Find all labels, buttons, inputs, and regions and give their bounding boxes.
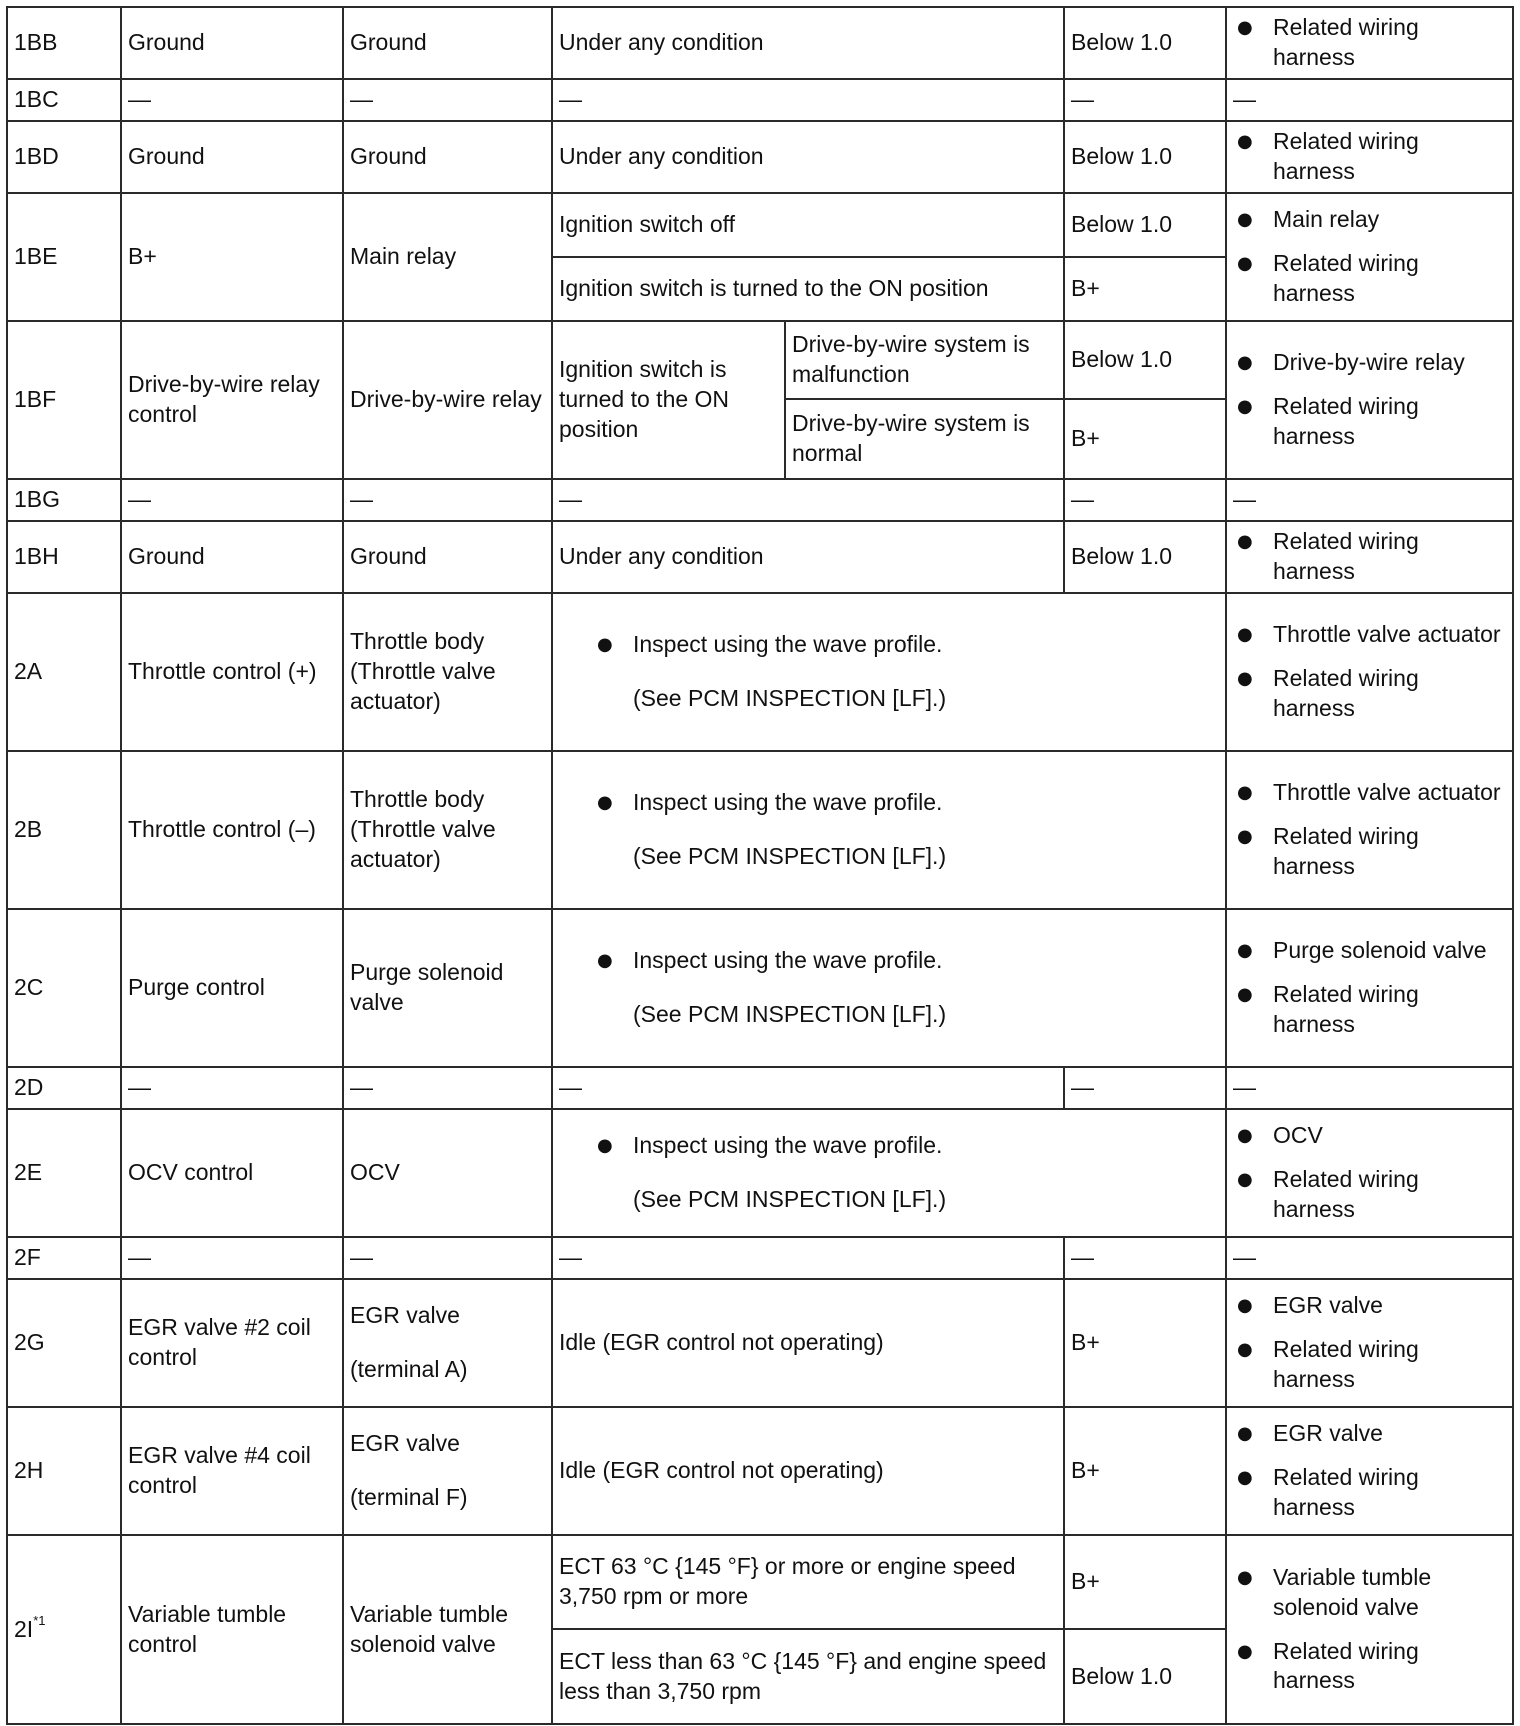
connected-to-cell: Ground — [343, 521, 552, 593]
action-item: ● Related wiring harness — [1233, 127, 1506, 187]
action-list — [1233, 1291, 1506, 1395]
signal-cell: — — [121, 79, 343, 121]
table-row — [7, 521, 1513, 593]
action-cell — [1226, 909, 1513, 1067]
sub-condition-cell: Drive-by-wire system is normal — [785, 399, 1064, 479]
action-list — [1233, 13, 1506, 73]
voltage-cell: B+ — [1064, 257, 1226, 321]
connected-to-terminal: (terminal F) — [350, 1484, 468, 1510]
condition-cell: — — [552, 1067, 1064, 1109]
signal-cell: B+ — [121, 193, 343, 321]
action-item: ● Drive-by-wire relay — [1233, 348, 1506, 378]
signal-cell: — — [121, 1237, 343, 1279]
action-list — [1233, 936, 1506, 1040]
signal-cell: Ground — [121, 7, 343, 79]
table-row — [7, 1109, 1513, 1237]
signal-cell: Throttle control (+) — [121, 593, 343, 751]
connected-to-cell — [343, 1279, 552, 1407]
voltage-cell: Below 1.0 — [1064, 1629, 1226, 1724]
voltage-cell: — — [1064, 79, 1226, 121]
action-item: ● EGR valve — [1233, 1419, 1506, 1449]
signal-cell: Ground — [121, 521, 343, 593]
condition-cell: ECT less than 63 °C {145 °F} and engine speed less than 3,750 rpm — [552, 1629, 1064, 1724]
terminal-cell: 2D — [7, 1067, 121, 1109]
action-item: ● Related wiring harness — [1233, 249, 1506, 309]
condition-cell: Under any condition — [552, 121, 1064, 193]
condition-cell: Ignition switch off — [552, 193, 1064, 257]
condition-cell: — — [552, 1237, 1064, 1279]
action-cell — [1226, 1535, 1513, 1724]
condition-cell: ECT 63 °C {145 °F} or more or engine speed 3,750 rpm or more — [552, 1535, 1064, 1629]
pcm-terminal-table — [6, 6, 1514, 1725]
connected-to-cell: — — [343, 479, 552, 521]
connected-to-cell: Purge solenoid valve — [343, 909, 552, 1067]
signal-cell: — — [121, 1067, 343, 1109]
condition-cell: Ignition switch is turned to the ON position — [552, 321, 785, 479]
table-row — [7, 1067, 1513, 1109]
voltage-cell: B+ — [1064, 1407, 1226, 1535]
action-cell: — — [1226, 79, 1513, 121]
action-cell — [1226, 1279, 1513, 1407]
action-item: ● Related wiring harness — [1233, 1165, 1506, 1225]
terminal-cell: 2C — [7, 909, 121, 1067]
signal-cell: Throttle control (–) — [121, 751, 343, 909]
connected-to-cell: Throttle body (Throttle valve actuator) — [343, 593, 552, 751]
action-item: ● Purge solenoid valve — [1233, 936, 1506, 966]
terminal-cell: 2E — [7, 1109, 121, 1237]
action-cell — [1226, 593, 1513, 751]
voltage-cell: Below 1.0 — [1064, 7, 1226, 79]
action-item: ● Throttle valve actuator — [1233, 620, 1506, 650]
terminal-cell: 2B — [7, 751, 121, 909]
action-item: ● Related wiring harness — [1233, 664, 1506, 724]
connected-to-cell: Main relay — [343, 193, 552, 321]
connected-to-cell: Ground — [343, 7, 552, 79]
see-reference-text: (See PCM INSPECTION [LF].) — [633, 685, 947, 711]
table-row — [7, 1279, 1513, 1407]
signal-cell: Drive-by-wire relay control — [121, 321, 343, 479]
wave-inspection-text: ● Inspect using the wave profile. — [593, 630, 1219, 660]
wave-inspection-cell — [552, 909, 1226, 1067]
voltage-cell: Below 1.0 — [1064, 521, 1226, 593]
condition-cell: Idle (EGR control not operating) — [552, 1279, 1064, 1407]
connected-to-cell: Ground — [343, 121, 552, 193]
action-item: ● Related wiring harness — [1233, 527, 1506, 587]
action-list — [1233, 778, 1506, 882]
voltage-cell: B+ — [1064, 1535, 1226, 1629]
action-cell — [1226, 1407, 1513, 1535]
connected-to-cell: OCV — [343, 1109, 552, 1237]
signal-cell: Ground — [121, 121, 343, 193]
voltage-cell: B+ — [1064, 399, 1226, 479]
condition-cell: Under any condition — [552, 521, 1064, 593]
terminal-cell — [7, 1535, 121, 1724]
action-item: ● Related wiring harness — [1233, 1463, 1506, 1523]
action-cell — [1226, 121, 1513, 193]
voltage-cell: Below 1.0 — [1064, 193, 1226, 257]
condition-cell: — — [552, 79, 1064, 121]
terminal-cell: 2F — [7, 1237, 121, 1279]
terminal-cell: 1BH — [7, 521, 121, 593]
terminal-cell: 2H — [7, 1407, 121, 1535]
action-item: ● Related wiring harness — [1233, 822, 1506, 882]
action-item: ● Related wiring harness — [1233, 13, 1506, 73]
table-row — [7, 1407, 1513, 1535]
footnote-marker: *1 — [33, 1612, 46, 1628]
wave-inspection-cell — [552, 593, 1226, 751]
action-item: ● Variable tumble solenoid valve — [1233, 1563, 1506, 1623]
action-item: ● EGR valve — [1233, 1291, 1506, 1321]
terminal-cell: 2A — [7, 593, 121, 751]
table-row — [7, 909, 1513, 1067]
connected-to-name: EGR valve — [350, 1302, 460, 1329]
signal-cell: Purge control — [121, 909, 343, 1067]
connected-to-cell: Variable tumble solenoid valve — [343, 1535, 552, 1724]
signal-cell: — — [121, 479, 343, 521]
wave-inspection-cell — [552, 1109, 1226, 1237]
action-item: ● Related wiring harness — [1233, 980, 1506, 1040]
wave-inspection-text: ● Inspect using the wave profile. — [593, 788, 1219, 818]
action-list — [1233, 527, 1506, 587]
voltage-cell: — — [1064, 1237, 1226, 1279]
see-reference-text: (See PCM INSPECTION [LF].) — [633, 1001, 947, 1027]
wave-inspection-cell — [552, 751, 1226, 909]
table-row — [7, 751, 1513, 909]
action-cell — [1226, 7, 1513, 79]
table-row — [7, 7, 1513, 79]
table-row — [7, 593, 1513, 751]
voltage-cell: Below 1.0 — [1064, 121, 1226, 193]
see-reference-text: (See PCM INSPECTION [LF].) — [633, 843, 947, 869]
terminal-cell: 1BB — [7, 7, 121, 79]
action-list — [1233, 1121, 1506, 1225]
action-item: ● Related wiring harness — [1233, 392, 1506, 452]
connected-to-cell — [343, 1407, 552, 1535]
connected-to-cell: — — [343, 79, 552, 121]
voltage-cell: Below 1.0 — [1064, 321, 1226, 399]
table-row — [7, 479, 1513, 521]
action-list — [1233, 1563, 1506, 1697]
action-list — [1233, 348, 1506, 452]
action-list — [1233, 1419, 1506, 1523]
connected-to-cell: Throttle body (Throttle valve actuator) — [343, 751, 552, 909]
wave-inspection-text: ● Inspect using the wave profile. — [593, 946, 1219, 976]
action-item: ● Related wiring harness — [1233, 1335, 1506, 1395]
action-list — [1233, 127, 1506, 187]
condition-cell: Idle (EGR control not operating) — [552, 1407, 1064, 1535]
terminal-cell: 1BF — [7, 321, 121, 479]
table-row — [7, 79, 1513, 121]
terminal-cell: 1BE — [7, 193, 121, 321]
voltage-cell: B+ — [1064, 1279, 1226, 1407]
condition-cell: — — [552, 479, 1064, 521]
action-cell: — — [1226, 1067, 1513, 1109]
terminal-cell: 1BD — [7, 121, 121, 193]
table-row — [7, 1237, 1513, 1279]
condition-cell: Ignition switch is turned to the ON position — [552, 257, 1064, 321]
action-item: ● Main relay — [1233, 205, 1506, 235]
action-cell: — — [1226, 1237, 1513, 1279]
table-row — [7, 121, 1513, 193]
table-row — [7, 1535, 1513, 1629]
signal-cell: EGR valve #2 coil control — [121, 1279, 343, 1407]
signal-cell: Variable tumble control — [121, 1535, 343, 1724]
signal-cell: OCV control — [121, 1109, 343, 1237]
terminal-id: 2I — [14, 1615, 34, 1642]
action-cell — [1226, 321, 1513, 479]
connected-to-cell: — — [343, 1237, 552, 1279]
condition-cell: Under any condition — [552, 7, 1064, 79]
action-list — [1233, 205, 1506, 309]
connected-to-name: EGR valve — [350, 1430, 460, 1457]
table-row — [7, 321, 1513, 399]
action-cell — [1226, 193, 1513, 321]
terminal-cell: 1BG — [7, 479, 121, 521]
connected-to-terminal: (terminal A) — [350, 1356, 468, 1382]
action-item: ● Throttle valve actuator — [1233, 778, 1506, 808]
action-cell — [1226, 521, 1513, 593]
action-cell: — — [1226, 479, 1513, 521]
connected-to-cell: — — [343, 1067, 552, 1109]
action-cell — [1226, 1109, 1513, 1237]
table-row — [7, 193, 1513, 257]
action-item: ● Related wiring harness — [1233, 1637, 1506, 1697]
wave-inspection-text: ● Inspect using the wave profile. — [593, 1131, 1219, 1161]
action-list — [1233, 620, 1506, 724]
see-reference-text: (See PCM INSPECTION [LF].) — [633, 1186, 947, 1212]
terminal-cell: 1BC — [7, 79, 121, 121]
voltage-cell: — — [1064, 1067, 1226, 1109]
sub-condition-cell: Drive-by-wire system is malfunction — [785, 321, 1064, 399]
connected-to-cell: Drive-by-wire relay — [343, 321, 552, 479]
voltage-cell: — — [1064, 479, 1226, 521]
action-item: ● OCV — [1233, 1121, 1506, 1151]
signal-cell: EGR valve #4 coil control — [121, 1407, 343, 1535]
action-cell — [1226, 751, 1513, 909]
terminal-cell: 2G — [7, 1279, 121, 1407]
